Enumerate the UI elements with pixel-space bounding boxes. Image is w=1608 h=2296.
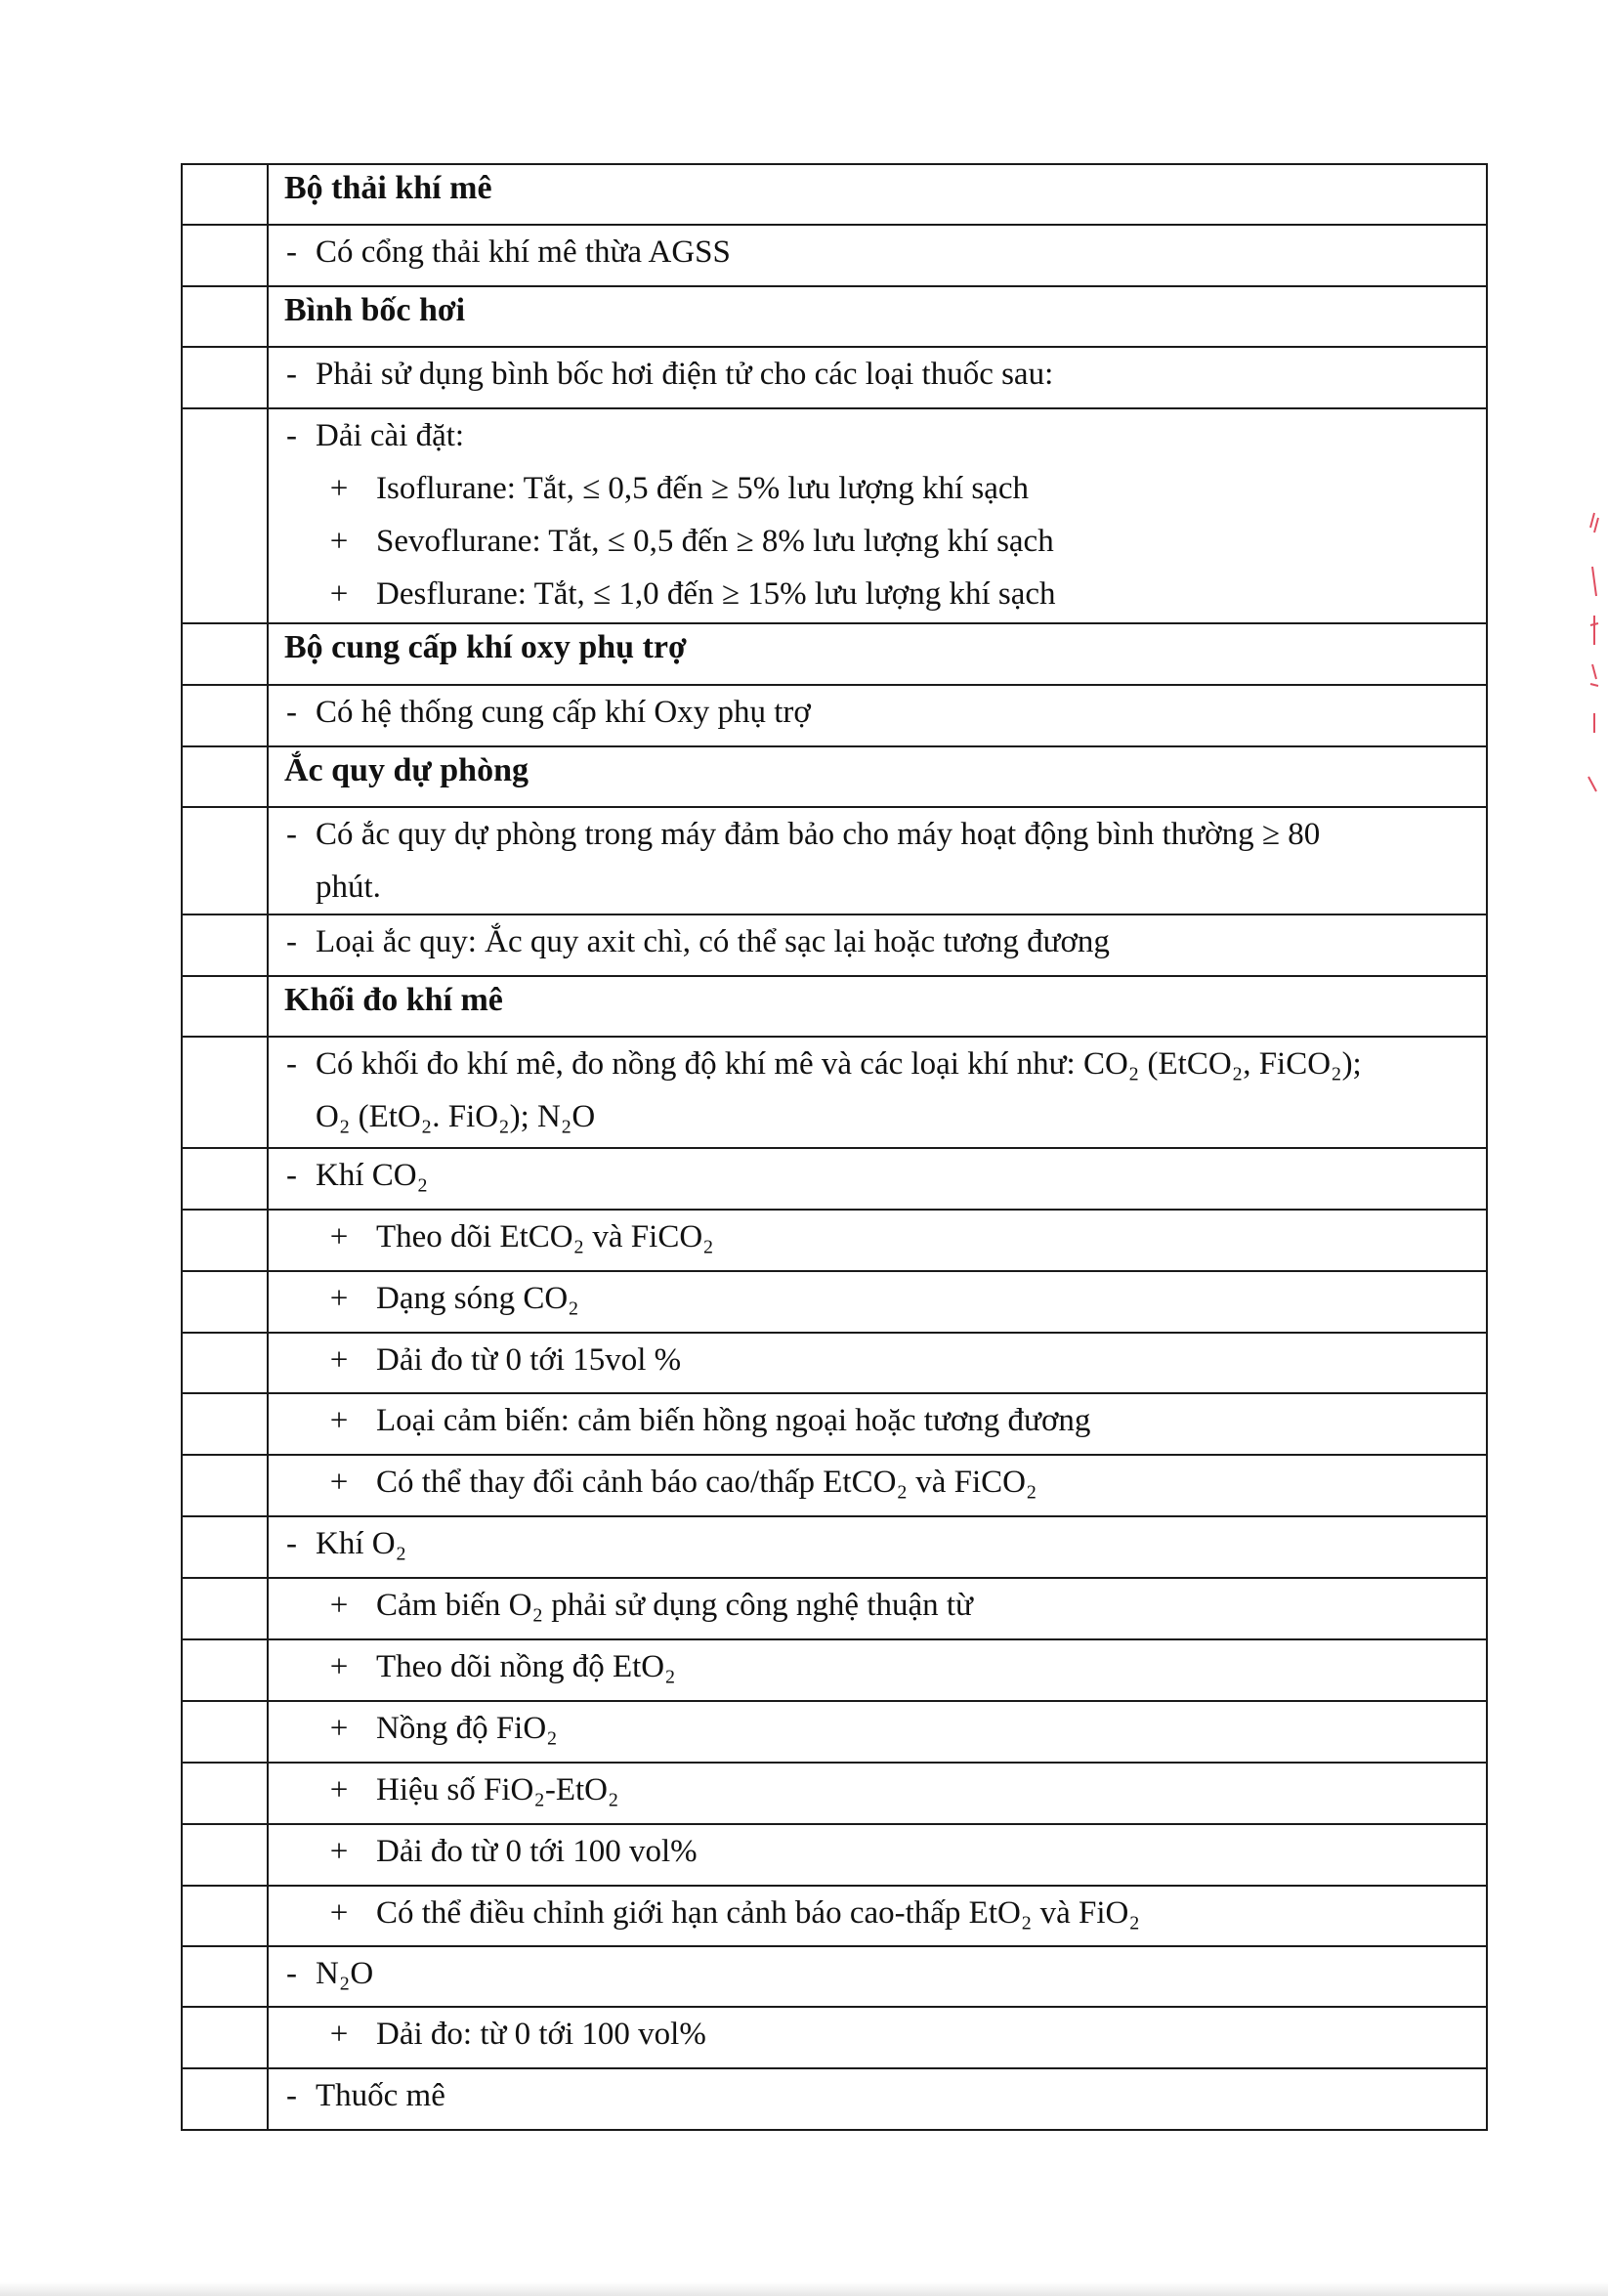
- row-index-cell: [182, 1333, 268, 1393]
- row-content-cell: [268, 347, 1487, 408]
- sub-item: [284, 568, 1474, 620]
- row-content-cell: [268, 1455, 1487, 1516]
- row-content-cell: [268, 1333, 1487, 1393]
- plus-bullet: +: [329, 1219, 349, 1254]
- spec-row: [182, 1037, 1487, 1148]
- row-index-cell: [182, 1393, 268, 1455]
- cell-content: [269, 1517, 1486, 1570]
- item-text: Desflurane: Tắt, ≤ 1,0 đến ≥ 15% lưu lượng khí sạch: [376, 576, 1056, 612]
- dash-bullet: -: [286, 418, 297, 453]
- cell-content: [269, 226, 1486, 278]
- sub-item: [284, 1334, 1474, 1386]
- list-item: [284, 808, 1474, 914]
- list-item: [284, 226, 1474, 278]
- row-index-cell: [182, 347, 268, 408]
- item-text: Cảm biến O₂ phải sử dụng công nghệ thuận từ: [376, 1588, 973, 1623]
- list-item: [284, 1038, 1474, 1143]
- spec-row: [182, 164, 1487, 225]
- row-index-cell: [182, 807, 268, 914]
- sub-item: [284, 515, 1474, 568]
- item-text: Phải sử dụng bình bốc hơi điện tử cho các loại thuốc sau:: [316, 357, 1054, 392]
- item-text: Khí CO₂: [316, 1158, 429, 1193]
- spec-row: [182, 685, 1487, 746]
- item-text: [316, 1038, 1474, 1143]
- cell-content: [269, 1334, 1486, 1386]
- cell-content: [269, 977, 1486, 1022]
- row-index-cell: [182, 976, 268, 1037]
- spec-row: [182, 1946, 1487, 2007]
- row-content-cell: [268, 685, 1487, 746]
- cell-content: [269, 1211, 1486, 1263]
- item-text: Dải đo: từ 0 tới 100 vol%: [376, 2017, 706, 2052]
- cell-content: [269, 1887, 1486, 1939]
- sub-item: [284, 1579, 1474, 1632]
- cell-content: [269, 1764, 1486, 1816]
- wrapped-text-line: O₂ (EtO₂. FiO₂); N₂O: [316, 1099, 596, 1134]
- row-content-cell: [268, 2068, 1487, 2130]
- list-item: [284, 348, 1474, 401]
- row-content-cell: [268, 164, 1487, 225]
- row-content-cell: [268, 1210, 1487, 1271]
- list-item: [284, 2069, 1474, 2122]
- item-text: Sevoflurane: Tắt, ≤ 0,5 đến ≥ 8% lưu lượng khí sạch: [376, 524, 1054, 559]
- list-item: [284, 686, 1474, 739]
- plus-bullet: +: [329, 1281, 349, 1316]
- spec-row: [182, 1148, 1487, 1210]
- row-content-cell: [268, 1763, 1487, 1824]
- cell-content: [269, 1825, 1486, 1878]
- row-index-cell: [182, 408, 268, 623]
- item-text: Có hệ thống cung cấp khí Oxy phụ trợ: [316, 695, 811, 730]
- row-index-cell: [182, 746, 268, 807]
- spec-row: [182, 347, 1487, 408]
- list-item: [284, 1517, 1474, 1570]
- row-content-cell: [268, 1701, 1487, 1763]
- cell-content: [269, 1947, 1486, 2000]
- row-index-cell: [182, 225, 268, 286]
- cell-content: [269, 1702, 1486, 1755]
- plus-bullet: +: [329, 524, 349, 559]
- row-index-cell: [182, 1639, 268, 1701]
- cell-content: [269, 747, 1486, 792]
- sub-item: [284, 1456, 1474, 1509]
- cell-content: [269, 686, 1486, 739]
- cell-content: [269, 1579, 1486, 1632]
- plus-bullet: +: [329, 1895, 349, 1931]
- row-content-cell: [268, 1946, 1487, 2007]
- spec-row: [182, 1824, 1487, 1886]
- section-title: Bộ thải khí mê: [284, 170, 492, 206]
- item-text: N₂O: [316, 1956, 374, 1991]
- plus-bullet: +: [329, 1649, 349, 1684]
- row-content-cell: [268, 286, 1487, 347]
- cell-content: [269, 808, 1486, 914]
- row-index-cell: [182, 2068, 268, 2130]
- dash-bullet: -: [286, 234, 297, 270]
- spec-row: [182, 286, 1487, 347]
- row-content-cell: [268, 976, 1487, 1037]
- row-index-cell: [182, 1946, 268, 2007]
- item-text: Loại ắc quy: Ắc quy axit chì, có thể sạc lại hoặc tương đương: [316, 924, 1110, 959]
- cell-content: [269, 624, 1486, 669]
- list-item: [284, 1947, 1474, 2000]
- row-index-cell: [182, 1455, 268, 1516]
- cell-content: [269, 1149, 1486, 1202]
- cell-content: [269, 1456, 1486, 1509]
- row-content-cell: [268, 1037, 1487, 1148]
- row-content-cell: [268, 1639, 1487, 1701]
- dash-bullet: -: [286, 695, 297, 730]
- row-index-cell: [182, 1516, 268, 1578]
- item-text: Dải đo từ 0 tới 100 vol%: [376, 1834, 698, 1869]
- row-content-cell: [268, 225, 1487, 286]
- sub-item: [284, 2008, 1474, 2061]
- row-content-cell: [268, 1148, 1487, 1210]
- spec-row: [182, 2068, 1487, 2130]
- spec-row: [182, 623, 1487, 685]
- dash-bullet: -: [286, 1956, 297, 1991]
- spec-row: [182, 1578, 1487, 1639]
- spec-row: [182, 1333, 1487, 1393]
- plus-bullet: +: [329, 1834, 349, 1869]
- row-index-cell: [182, 1037, 268, 1148]
- plus-bullet: +: [329, 1588, 349, 1623]
- sub-item: [284, 1640, 1474, 1693]
- item-text: Isoflurane: Tắt, ≤ 0,5 đến ≥ 5% lưu lượng khí sạch: [376, 471, 1030, 506]
- sub-item: [284, 1211, 1474, 1263]
- row-content-cell: [268, 1824, 1487, 1886]
- list-item: [284, 1149, 1474, 1202]
- dash-bullet: -: [286, 924, 297, 959]
- wrapped-text-line: Có khối đo khí mê, đo nồng độ khí mê và các loại khí như: CO₂ (EtCO₂, FiCO₂);: [316, 1046, 1362, 1082]
- red-stamp-fragment: [1585, 508, 1604, 801]
- dash-bullet: -: [286, 2078, 297, 2113]
- spec-row: [182, 1639, 1487, 1701]
- plus-bullet: +: [329, 576, 349, 612]
- sub-item: [284, 1825, 1474, 1878]
- row-index-cell: [182, 1824, 268, 1886]
- spec-row: [182, 914, 1487, 976]
- spec-row: [182, 1763, 1487, 1824]
- spec-row: [182, 807, 1487, 914]
- spec-row: [182, 1701, 1487, 1763]
- section-title: Bộ cung cấp khí oxy phụ trợ: [284, 629, 687, 665]
- sub-item: [284, 1702, 1474, 1755]
- plus-bullet: +: [329, 471, 349, 506]
- plus-bullet: +: [329, 1465, 349, 1500]
- list-item: [284, 409, 1474, 462]
- spec-row: [182, 976, 1487, 1037]
- cell-content: [269, 1038, 1486, 1143]
- row-index-cell: [182, 914, 268, 976]
- item-text: Theo dõi EtCO₂ và FiCO₂: [376, 1219, 714, 1254]
- spec-row: [182, 1455, 1487, 1516]
- plus-bullet: +: [329, 1772, 349, 1807]
- page-bottom-edge: [0, 2282, 1608, 2296]
- row-index-cell: [182, 1210, 268, 1271]
- cell-content: [269, 409, 1486, 620]
- row-index-cell: [182, 685, 268, 746]
- row-index-cell: [182, 1701, 268, 1763]
- cell-content: [269, 2008, 1486, 2061]
- row-index-cell: [182, 1763, 268, 1824]
- row-index-cell: [182, 286, 268, 347]
- sub-item: [284, 462, 1474, 515]
- row-content-cell: [268, 807, 1487, 914]
- item-text: Theo dõi nồng độ EtO₂: [376, 1649, 676, 1684]
- dash-bullet: -: [286, 1046, 297, 1082]
- list-item: [284, 915, 1474, 968]
- spec-row: [182, 746, 1487, 807]
- item-text: Nồng độ FiO₂: [376, 1711, 558, 1746]
- row-content-cell: [268, 408, 1487, 623]
- section-title: Khối đo khí mê: [284, 982, 503, 1018]
- plus-bullet: +: [329, 2017, 349, 2052]
- dash-bullet: -: [286, 1526, 297, 1561]
- stamp-fragment-icon: [1585, 508, 1604, 801]
- item-text: Thuốc mê: [316, 2078, 445, 2113]
- row-content-cell: [268, 1886, 1487, 1946]
- item-text: Dạng sóng CO₂: [376, 1281, 579, 1316]
- spec-row: [182, 408, 1487, 623]
- spec-row: [182, 225, 1487, 286]
- sub-item: [284, 1394, 1474, 1447]
- row-index-cell: [182, 2007, 268, 2068]
- row-index-cell: [182, 164, 268, 225]
- cell-content: [269, 348, 1486, 401]
- row-content-cell: [268, 746, 1487, 807]
- item-text: Có thể thay đổi cảnh báo cao/thấp EtCO₂ và FiCO₂: [376, 1465, 1037, 1500]
- cell-content: [269, 165, 1486, 210]
- plus-bullet: +: [329, 1403, 349, 1438]
- dash-bullet: -: [286, 1158, 297, 1193]
- row-content-cell: [268, 1578, 1487, 1639]
- item-text: Có cổng thải khí mê thừa AGSS: [316, 234, 731, 270]
- section-title: Bình bốc hơi: [284, 292, 466, 328]
- item-text: [316, 808, 1474, 914]
- cell-content: [269, 1640, 1486, 1693]
- spec-row: [182, 1210, 1487, 1271]
- row-index-cell: [182, 623, 268, 685]
- sub-item: [284, 1764, 1474, 1816]
- dash-bullet: -: [286, 817, 297, 852]
- row-content-cell: [268, 623, 1487, 685]
- item-text: Hiệu số FiO₂-EtO₂: [376, 1772, 619, 1807]
- item-text: Khí O₂: [316, 1526, 407, 1561]
- wrapped-text-line: Có ắc quy dự phòng trong máy đảm bảo cho máy hoạt động bình thường ≥ 80: [316, 817, 1321, 852]
- row-index-cell: [182, 1886, 268, 1946]
- cell-content: [269, 1272, 1486, 1325]
- item-text: Dải cài đặt:: [316, 418, 465, 453]
- spec-table: [181, 163, 1488, 2131]
- spec-row: [182, 1271, 1487, 1333]
- cell-content: [269, 287, 1486, 332]
- plus-bullet: +: [329, 1342, 349, 1378]
- wrapped-text-line: phút.: [316, 870, 381, 905]
- plus-bullet: +: [329, 1711, 349, 1746]
- row-content-cell: [268, 914, 1487, 976]
- item-text: Loại cảm biến: cảm biến hồng ngoại hoặc tương đương: [376, 1403, 1091, 1438]
- spec-row: [182, 2007, 1487, 2068]
- row-index-cell: [182, 1148, 268, 1210]
- row-content-cell: [268, 2007, 1487, 2068]
- row-content-cell: [268, 1271, 1487, 1333]
- cell-content: [269, 1394, 1486, 1447]
- item-text: Dải đo từ 0 tới 15vol %: [376, 1342, 682, 1378]
- item-text: Có thể điều chỉnh giới hạn cảnh báo cao-thấp EtO₂ và FiO₂: [376, 1895, 1140, 1931]
- sub-item: [284, 1887, 1474, 1939]
- spec-table-body: [182, 164, 1487, 2130]
- section-title: Ắc quy dự phòng: [284, 752, 529, 788]
- cell-content: [269, 2069, 1486, 2122]
- row-content-cell: [268, 1516, 1487, 1578]
- sub-item: [284, 1272, 1474, 1325]
- row-index-cell: [182, 1271, 268, 1333]
- row-index-cell: [182, 1578, 268, 1639]
- dash-bullet: -: [286, 357, 297, 392]
- row-content-cell: [268, 1393, 1487, 1455]
- spec-row: [182, 1393, 1487, 1455]
- spec-row: [182, 1516, 1487, 1578]
- spec-row: [182, 1886, 1487, 1946]
- cell-content: [269, 915, 1486, 968]
